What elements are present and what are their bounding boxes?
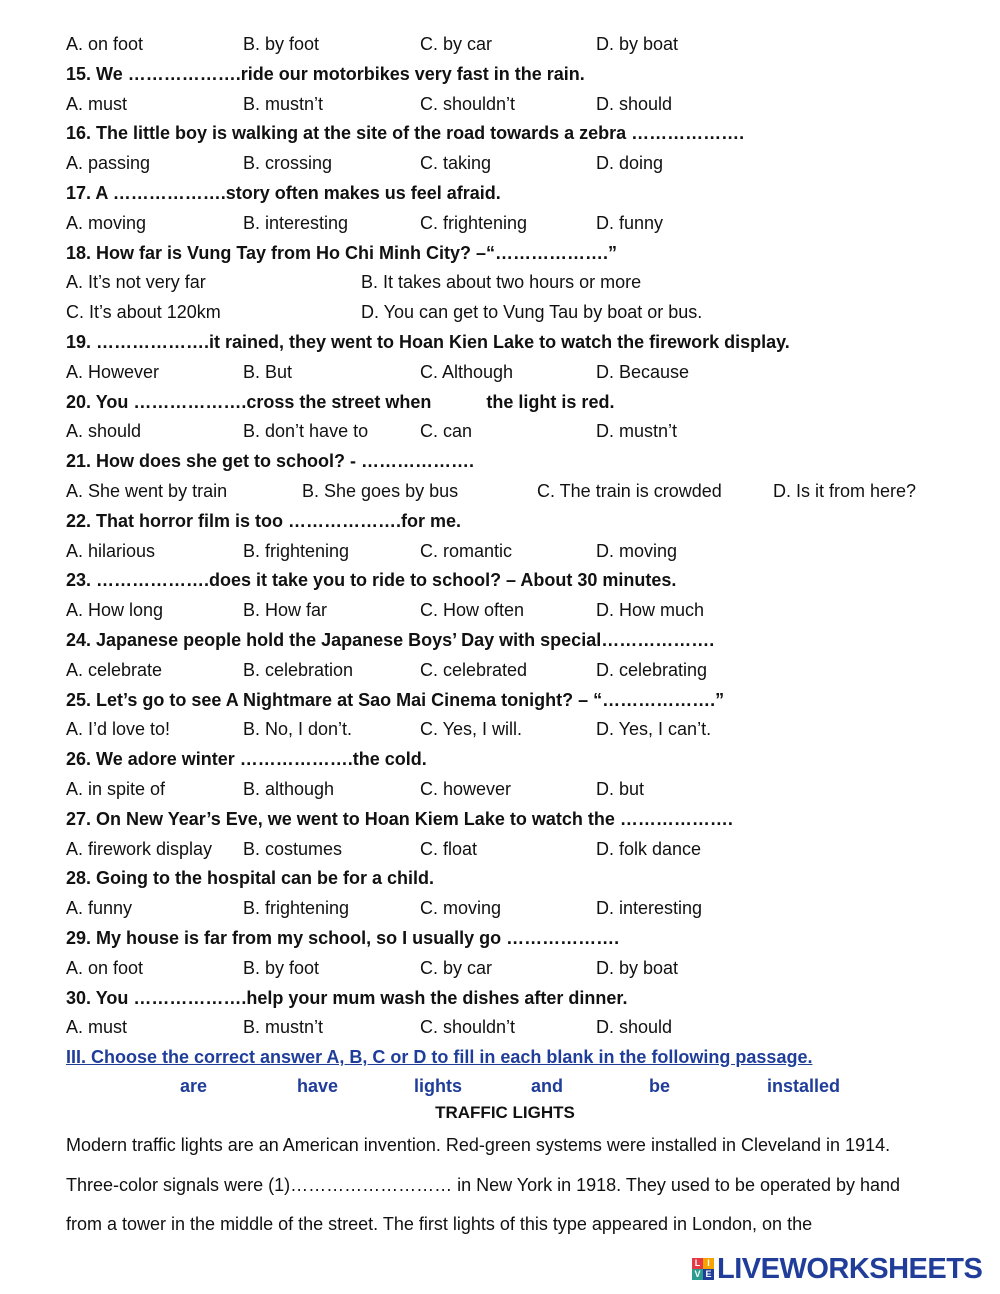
option-c: C. Although: [420, 361, 514, 382]
liveworksheets-logo: [692, 1254, 982, 1284]
word-bank-item: are: [180, 1076, 208, 1097]
question-22: 22. That horror film is too ……………….for me.: [66, 510, 462, 531]
options-row-30: [66, 1013, 966, 1043]
option-c: C. by car: [420, 34, 493, 54]
option-b: B. by foot: [243, 34, 320, 54]
logo-icon-letter: V: [692, 1269, 703, 1280]
logo-icon-letter: L: [692, 1258, 703, 1269]
passage-line: from a tower in the middle of the street. The first lights of this type appeared in London, on the: [66, 1214, 813, 1235]
option-d: D. funny: [596, 212, 664, 233]
option-b: B. crossing: [243, 153, 333, 174]
option-d: D. but: [596, 778, 645, 799]
option-a: A. It’s not very far: [66, 272, 206, 293]
options-row-28: [66, 894, 966, 924]
options-row-19: [66, 358, 966, 388]
section-heading: III. Choose the correct answer A, B, C or D to fill in each blank in the following passage.: [66, 1047, 813, 1068]
option-b: B. celebration: [243, 659, 354, 680]
question-21: 21. How does she get to school? - ……………….: [66, 451, 475, 472]
option-b: B. How far: [243, 600, 328, 621]
option-d: D. moving: [596, 540, 678, 561]
option-a: A. firework display: [66, 838, 213, 859]
option-c: C. Yes, I will.: [420, 719, 523, 740]
option-b: B. frightening: [243, 540, 350, 561]
question-27: 27. On New Year’s Eve, we went to Hoan Kiem Lake to watch the ……………….: [66, 808, 733, 829]
option-c: C. romantic: [420, 540, 513, 561]
option-d: D. interesting: [596, 898, 703, 919]
option-a: A. must: [66, 1017, 128, 1038]
option-d: D. celebrating: [596, 659, 708, 680]
option-d: D. by boat: [596, 957, 679, 978]
option-d: D. should: [596, 1017, 673, 1038]
question-15: 15. We ……………….ride our motorbikes very fast in the rain.: [66, 63, 585, 84]
question-29: 29. My house is far from my school, so I usually go ……………….: [66, 927, 620, 948]
option-c: C. celebrated: [420, 659, 528, 680]
options-row-21: [66, 477, 966, 507]
option-a: A. passing: [66, 153, 151, 174]
option-b: B. costumes: [243, 838, 343, 859]
options-row-18-cd: [66, 298, 966, 328]
logo-icon: [692, 1258, 714, 1280]
word-bank-item: lights: [414, 1076, 462, 1097]
option-d: D. folk dance: [596, 838, 702, 859]
option-a: A. She went by train: [66, 480, 228, 501]
question-19: 19. ……………….it rained, they went to Hoan Kien Lake to watch the firework display.: [66, 331, 790, 352]
question-25: 25. Let’s go to see A Nightmare at Sao Mai Cinema tonight? – “……………….”: [66, 689, 725, 710]
option-d: D. should: [596, 93, 673, 114]
option-c: C. shouldn’t: [420, 1017, 516, 1038]
option-d: D. doing: [596, 153, 664, 174]
options-row-14: [66, 30, 966, 60]
word-bank: [66, 1072, 966, 1100]
passage-line: Modern traffic lights are an American invention. Red-green systems were installed in Cleveland in 1914.: [66, 1135, 891, 1156]
options-row-18-ab: [66, 268, 966, 298]
options-row-27: [66, 835, 966, 865]
option-b: B. by foot: [243, 957, 320, 978]
option-a: A. However: [66, 361, 160, 382]
question-17: 17. A ……………….story often makes us feel afraid.: [66, 182, 501, 203]
options-row-29: [66, 954, 966, 984]
options-row-26: [66, 775, 966, 805]
logo-icon-letter: I: [703, 1258, 714, 1269]
question-30: 30. You ……………….help your mum wash the dishes after dinner.: [66, 987, 628, 1008]
option-c: C. frightening: [420, 212, 528, 233]
options-row-17: [66, 209, 966, 239]
option-b: B. mustn’t: [243, 1017, 324, 1038]
option-d: D. Yes, I can’t.: [596, 719, 712, 740]
question-23: 23. ……………….does it take you to ride to school? – About 30 minutes.: [66, 570, 677, 591]
word-bank-item: have: [297, 1076, 339, 1097]
option-c: C. by car: [420, 957, 493, 978]
options-row-23: [66, 596, 966, 626]
word-bank-item: installed: [767, 1076, 841, 1097]
option-d: D. Because: [596, 361, 690, 382]
option-d: D. mustn’t: [596, 421, 678, 442]
passage-text: [66, 1126, 966, 1245]
option-b: B. But: [243, 361, 293, 382]
option-d: D. Is it from here?: [773, 480, 917, 501]
question-26: 26. We adore winter ……………….the cold.: [66, 749, 427, 770]
option-c: C. however: [420, 778, 512, 799]
logo-text: LIVEWORKSHEETS: [717, 1252, 983, 1285]
option-b: B. It takes about two hours or more: [361, 272, 642, 293]
option-b: B. mustn’t: [243, 93, 324, 114]
option-c: C. float: [420, 838, 478, 859]
option-c: C. moving: [420, 898, 502, 919]
question-18: 18. How far is Vung Tay from Ho Chi Minh City? –“……………….”: [66, 242, 618, 263]
option-a: A. on foot: [66, 957, 144, 978]
option-b: B. frightening: [243, 898, 350, 919]
options-row-20: [66, 417, 966, 447]
logo-icon-letter: E: [703, 1269, 714, 1280]
passage-line: Three-color signals were (1)……………………… in New York in 1918. They used to be operated by hand: [66, 1174, 901, 1195]
option-b: B. No, I don’t.: [243, 719, 353, 740]
option-c: C. How often: [420, 600, 525, 621]
option-a: A. in spite of: [66, 778, 166, 799]
options-row-16: [66, 149, 966, 179]
option-c: C. The train is crowded: [537, 480, 722, 501]
worksheet-page: [66, 30, 966, 1245]
option-a: A. How long: [66, 600, 164, 621]
option-a: A. must: [66, 93, 128, 114]
options-row-24: [66, 656, 966, 686]
option-c: C. taking: [420, 153, 492, 174]
option-b: B. interesting: [243, 212, 349, 233]
option-d: D. by boat: [596, 34, 679, 54]
question-28: 28. Going to the hospital can be for a child.: [66, 868, 435, 889]
option-a: A. should: [66, 421, 142, 442]
option-b: B. don’t have to: [243, 421, 369, 442]
options-row-15: [66, 90, 966, 120]
passage-title: TRAFFIC LIGHTS: [435, 1103, 575, 1123]
question-20: 20. You ……………….cross the street when the light is red.: [66, 391, 615, 412]
option-a: A. on foot: [66, 34, 144, 54]
option-c: C. shouldn’t: [420, 93, 516, 114]
option-c: C. It’s about 120km: [66, 302, 221, 323]
option-a: A. moving: [66, 212, 147, 233]
question-16: 16. The little boy is walking at the site of the road towards a zebra ……………….: [66, 123, 745, 144]
option-a: A. I’d love to!: [66, 719, 171, 740]
options-row-22: [66, 537, 966, 567]
option-b: B. although: [243, 778, 335, 799]
option-a: A. funny: [66, 898, 133, 919]
option-b: B. She goes by bus: [302, 480, 459, 501]
question-24: 24. Japanese people hold the Japanese Boys’ Day with special……………….: [66, 629, 715, 650]
options-row-25: [66, 715, 966, 745]
word-bank-item: be: [649, 1076, 671, 1097]
option-c: C. can: [420, 421, 473, 442]
option-d: D. You can get to Vung Tau by boat or bus.: [361, 302, 703, 323]
word-bank-item: and: [531, 1076, 564, 1097]
option-a: A. celebrate: [66, 659, 163, 680]
option-a: A. hilarious: [66, 540, 156, 561]
option-d: D. How much: [596, 600, 705, 621]
